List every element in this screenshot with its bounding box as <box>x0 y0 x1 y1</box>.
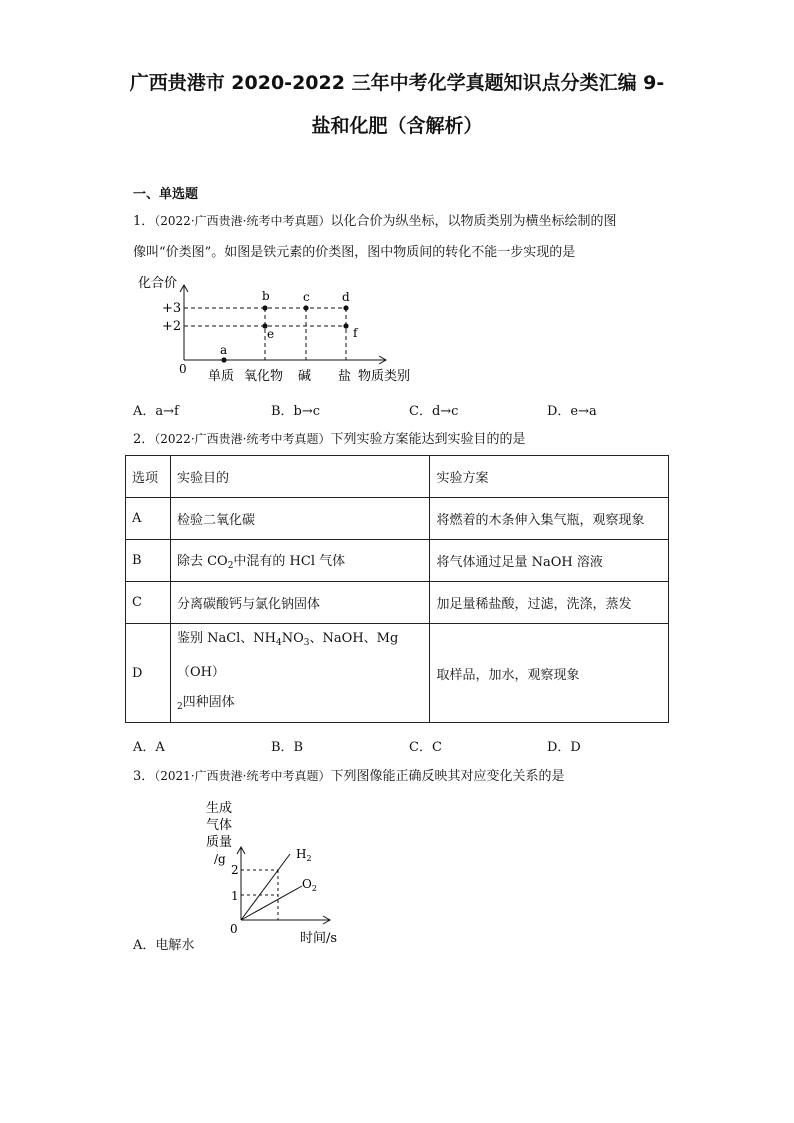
document-title-line-1: 广西贵港市 2020-2022 三年中考化学真题知识点分类汇编 9- <box>129 72 665 94</box>
q2-option-a[interactable]: A．A <box>133 740 165 755</box>
q3-gas-mass-chart <box>190 796 360 946</box>
q2-stem-text: 下列实验方案能达到实验目的的是 <box>330 432 526 447</box>
q1-x-cat-salt: 盐 <box>338 369 352 384</box>
q1-point-d <box>343 305 348 310</box>
table-row <box>126 624 669 723</box>
header-option: 选项 <box>126 456 171 498</box>
q1-number: 1． <box>133 214 155 229</box>
q1-y-tick-plus3: +3 <box>162 301 182 316</box>
section-heading: 一、单选题 <box>133 187 199 202</box>
q1-point-f <box>343 323 348 328</box>
row-c-option: C <box>126 582 171 624</box>
q3-series-h2-line <box>241 854 290 920</box>
q1-y-title: 化合价 <box>138 276 178 291</box>
q1-point-a <box>221 357 226 362</box>
row-d-goal-part: 、NaOH、Mg（OH） <box>176 631 399 680</box>
q3-option-a[interactable]: A．电解水 <box>133 938 195 953</box>
q1-stem-text: 以化合价为纵坐标，以物质类别为横坐标绘制的图 <box>330 214 617 229</box>
q3-o2-symbol: O <box>302 877 312 891</box>
q3-o2-subscript: 2 <box>311 884 317 893</box>
row-b-goal-subscript: 2 <box>227 561 234 571</box>
q1-label-a: a <box>220 343 228 357</box>
q1-label-d: d <box>342 290 350 304</box>
q2-option-c[interactable]: C．C <box>409 740 442 755</box>
q1-options <box>133 400 693 420</box>
q1-stem-line-2: 像叫“价类图”。如图是铁元素的价类图，图中物质间的转化不能一步实现的是 <box>133 245 576 260</box>
q3-y-tick-2: 2 <box>231 863 239 877</box>
row-d-goal-part: 四种固体 <box>182 695 235 710</box>
header-plan: 实验方案 <box>430 456 669 498</box>
q1-option-a[interactable]: A．a→f <box>133 404 179 419</box>
q1-label-e: e <box>267 327 275 341</box>
q3-x-title: 时间/s <box>300 931 338 946</box>
header-goal: 实验目的 <box>170 456 430 498</box>
row-b-goal-part: 中混有的 HCl 气体 <box>233 554 346 569</box>
q1-point-c <box>303 305 308 310</box>
row-b-option: B <box>126 540 171 582</box>
row-a-option: A <box>126 498 171 540</box>
q3-h2-symbol: H <box>296 847 307 861</box>
q2-option-b[interactable]: B．B <box>271 740 304 755</box>
q3-series-h2-label <box>296 847 312 863</box>
q3-source: （2021·广西贵港·统考中考真题） <box>154 769 331 783</box>
q1-x-title: 物质类别 <box>358 369 411 384</box>
q2-number: 2． <box>133 432 155 447</box>
q2-experiment-table <box>125 455 669 723</box>
q1-valence-chart <box>128 268 428 388</box>
row-b-goal-part: 除去 CO <box>176 554 228 569</box>
q3-series-o2-label <box>302 877 317 893</box>
q1-point-b <box>262 305 267 310</box>
row-c-plan: 加足量稀盐酸，过滤，洗涤，蒸发 <box>430 582 669 624</box>
q1-x-cat-element: 单质 <box>208 369 235 384</box>
q1-label-b: b <box>262 289 270 303</box>
q3-stem <box>133 767 564 786</box>
table-row <box>126 540 669 582</box>
q3-number: 3． <box>133 769 155 784</box>
row-b-plan: 将气体通过足量 NaOH 溶液 <box>430 540 669 582</box>
document-title-line-2: 盐和化肥（含解析） <box>311 115 483 137</box>
q3-origin: 0 <box>230 922 238 936</box>
q1-option-c[interactable]: C．d→c <box>409 404 459 419</box>
q3-y-title-line: /g <box>214 852 226 866</box>
q1-y-tick-plus2: +2 <box>162 319 182 334</box>
q3-y-title-line: 气体 <box>206 818 233 833</box>
q3-y-title-line: 质量 <box>206 835 233 850</box>
q1-x-cat-base: 碱 <box>298 369 312 384</box>
q2-stem <box>133 430 525 449</box>
row-d-goal <box>170 624 430 723</box>
table-row <box>126 498 669 540</box>
row-d-goal-subscript: 2 <box>176 702 183 712</box>
row-d-goal-subscript: 3 <box>303 638 310 648</box>
q1-source: （2022·广西贵港·统考中考真题） <box>154 214 331 228</box>
q1-stem-line-1 <box>133 212 616 231</box>
q1-option-b[interactable]: B．b→c <box>271 404 321 419</box>
q2-source: （2022·广西贵港·统考中考真题） <box>154 432 331 446</box>
row-d-goal-part: NO <box>281 631 304 646</box>
q3-series-o2-line <box>241 886 302 920</box>
q3-stem-text: 下列图像能正确反映其对应变化关系的是 <box>330 769 565 784</box>
row-a-plan: 将燃着的木条伸入集气瓶，观察现象 <box>430 498 669 540</box>
table-header-row <box>126 456 669 498</box>
row-d-goal-subscript: 4 <box>276 638 282 648</box>
row-d-option: D <box>126 624 171 723</box>
row-a-goal: 检验二氧化碳 <box>170 498 430 540</box>
q3-h2-subscript: 2 <box>306 854 312 863</box>
q2-option-d[interactable]: D．D <box>547 740 581 755</box>
q1-option-d[interactable]: D．e→a <box>547 404 597 419</box>
table-row <box>126 582 669 624</box>
q1-origin: 0 <box>179 362 187 376</box>
row-c-goal: 分离碳酸钙与氯化钠固体 <box>170 582 430 624</box>
q1-x-cat-oxide: 氧化物 <box>244 369 284 384</box>
row-b-goal <box>170 540 430 582</box>
q1-label-c: c <box>303 290 310 304</box>
row-d-plan: 取样品，加水，观察现象 <box>430 624 669 723</box>
q1-label-f: f <box>353 326 358 340</box>
q3-y-title-line: 生成 <box>206 801 233 816</box>
q3-y-tick-1: 1 <box>231 889 239 903</box>
q2-options <box>133 736 693 756</box>
row-d-goal-part: 鉴别 NaCl、NH <box>176 631 277 646</box>
